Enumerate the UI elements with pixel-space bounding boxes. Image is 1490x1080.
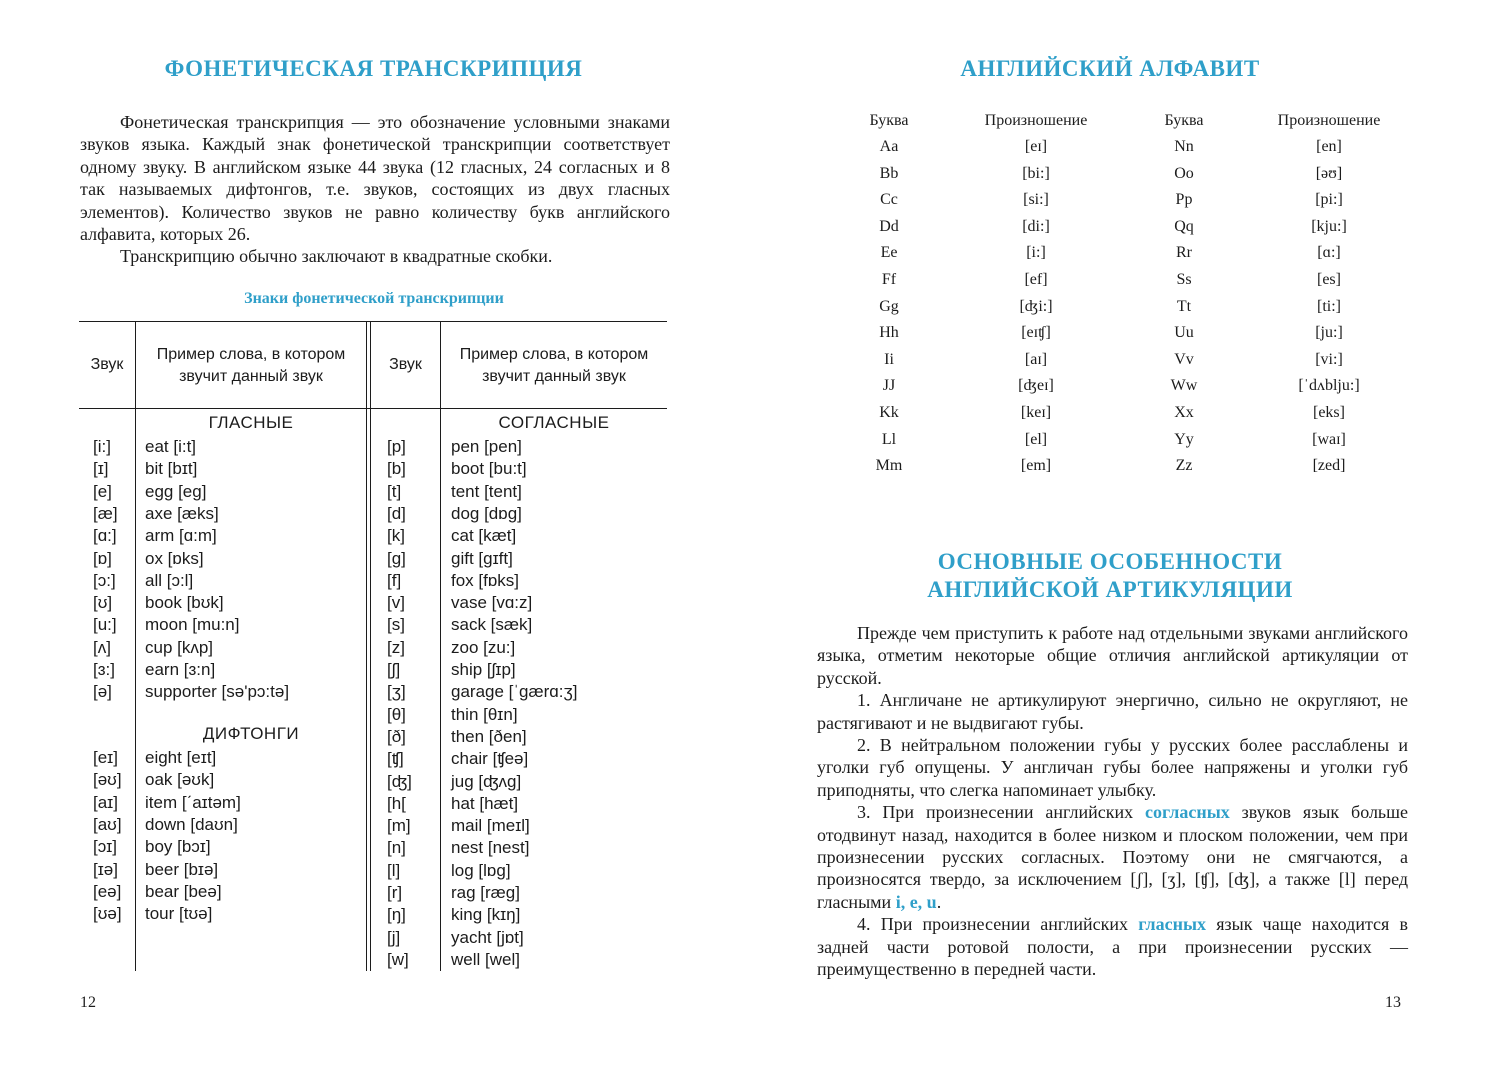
header-pronunciation: Произношение [984,112,1088,129]
example-cell: sack [sæk] [451,615,533,635]
alphabet-pronunciation: [əʊ] [1315,164,1343,182]
table-top-rule [79,321,667,322]
example-cell: gift [gɪft] [451,548,513,568]
alphabet-letter: Qq [1174,217,1194,235]
example-cell: ox [ɒks] [145,548,204,568]
example-cell: tent [tent] [451,481,522,501]
paragraph-2: Транскрипцию обычно заключают в квадратные скобки. [120,246,553,267]
example-cell: bit [bɪt] [145,459,198,479]
sound-cell: [b] [387,459,406,479]
sound-cell: [l] [387,860,401,880]
alphabet-letter: Ee [880,244,898,262]
sound-cell: [θ] [387,704,406,724]
sound-cell: [m] [387,816,411,836]
header-example [136,344,366,388]
sound-cell: [n] [387,838,406,858]
point-4 [817,913,1408,980]
alphabet-letter: Ff [881,271,897,288]
alphabet-pronunciation: [vi:] [1315,350,1343,368]
sound-cell: [g] [387,548,406,568]
alphabet-pronunciation: [aɪ] [1024,350,1048,368]
alphabet-letter: Bb [879,164,899,182]
example-cell: egg [eg] [145,481,207,501]
alphabet-letter: Kk [879,404,899,421]
example-cell: oak [əʊk] [145,770,215,790]
example-cell: garage [ˈgærɑ:ʒ] [451,682,578,702]
example-cell: supporter [sə'pɔ:tə] [145,682,290,702]
alphabet-letter: Ss [1176,271,1192,288]
alphabet-pronunciation: [keɪ] [1020,404,1052,421]
example-cell: all [ɔ:l] [145,570,194,590]
alphabet-pronunciation: [zed] [1312,457,1346,475]
sound-cell: [aɪ] [93,792,118,812]
header-example-line2: звучит данный звук [482,368,626,385]
alphabet-pronunciation: [ʤeɪ] [1018,377,1054,395]
example-cell: rag [ræg] [451,883,520,902]
example-cell: tour [tʊə] [145,904,213,924]
alphabet-letter: Nn [1174,138,1194,155]
consonants-label: СОГЛАСНЫЕ [498,413,610,432]
sound-cell: [i:] [93,437,111,456]
example-cell: cat [kæt] [451,526,517,546]
example-cell: arm [ɑ:m] [145,526,217,546]
alphabet-letter: JJ [882,377,896,395]
sound-cell: [ɪə] [93,859,118,879]
header-pronunciation-2: Произношение [1277,112,1381,129]
page-title: ФОНЕТИЧЕСКАЯ ТРАНСКРИПЦИЯ [164,56,583,81]
page-number: 12 [80,994,96,1011]
sound-cell: [t] [387,481,402,501]
example-cell: down [daʊn] [145,814,238,834]
sound-cell: [ʊə] [93,904,122,924]
header-letter-2: Буква [1164,112,1204,129]
sound-cell: [ʃ] [387,660,401,679]
alphabet-pronunciation: [en] [1316,138,1342,155]
sound-cell: [ʒ] [387,682,406,702]
sound-cell: [ŋ] [387,905,406,925]
example-cell: hat [hæt] [451,793,519,813]
header-sound: Звук [90,356,124,373]
alphabet-letter: Yy [1174,430,1194,448]
sound-cell: [ɔɪ] [93,837,117,857]
vowels-label: ГЛАСНЫЕ [208,413,294,432]
accent-vowels: гласных [1138,914,1206,935]
alphabet-pronunciation: [waɪ] [1312,430,1346,448]
sound-cell: [z] [387,637,405,657]
alphabet-pronunciation: [pi:] [1315,191,1343,209]
example-cell: moon [mu:n] [145,615,240,635]
header-example-line1: Пример слова, в котором [459,346,649,363]
example-cell: boot [bu:t] [451,459,527,479]
diphthongs-label: ДИФТОНГИ [202,724,300,743]
alphabet-pronunciation: [ɑ:] [1317,244,1341,262]
page-number: 13 [1385,994,1401,1011]
example-cell: axe [æks] [145,503,219,523]
alphabet-pronunciation: [ti:] [1317,297,1341,315]
sound-cell: [eɪ] [93,748,118,767]
example-cell: ship [ʃɪp] [451,660,516,679]
sound-cell: [d] [387,503,406,523]
alphabet-letter: Mm [875,457,903,475]
sound-cell: [aʊ] [93,814,122,834]
header-example-2 [441,344,667,388]
point-3-start: 3. При произнесении английских [857,802,1134,823]
point-2: 2. В нейтральном положении губы у русских более расслаблены и уголки губ опущены. У англичан губы более напряжены и уголки губ приподняты, что слегка напоминает улыбку. [817,735,1408,800]
sound-cell: [æ] [93,503,118,523]
double-divider [366,321,367,971]
sound-cell: [f] [387,570,402,590]
sound-cell: [w] [387,949,409,969]
sound-cell: [u:] [93,615,117,635]
alphabet-pronunciation: [ju:] [1315,324,1343,342]
alphabet-letter: Pp [1175,191,1193,209]
example-cell: eat [i:t] [145,437,197,456]
sound-cell: [ɜ:] [93,660,115,679]
accent-vowel-letters: i, e, u [895,891,937,912]
example-cell: eight [eɪt] [145,748,217,767]
header-example-line2: звучит данный звук [179,368,323,385]
sound-cell: [ə] [93,682,112,702]
point-3 [817,801,1408,913]
table-header-rule [79,408,667,409]
example-cell: fox [fɒks] [451,570,520,590]
section-title [785,548,1435,604]
example-cell: beer [bɪə] [145,859,219,879]
example-cell: chair [ʧeə] [451,749,529,769]
example-cell: king [kɪŋ] [451,905,521,925]
intro-paragraph: Прежде чем приступить к работе над отдельными звуками английского языка, отметим некоторые общие отличия английской артикуляции от русской. [817,623,1408,688]
phonetic-table [79,321,667,971]
accent-consonants: согласных [1145,802,1230,823]
alphabet-letter: Rr [1176,244,1192,262]
example-cell: bear [beə] [145,881,222,901]
example-cell: then [ðen] [451,726,527,746]
alphabet-pronunciation: [ʤi:] [1019,297,1053,315]
alphabet-letter: Vv [1174,350,1194,368]
alphabet-letter: Oo [1174,164,1194,182]
example-cell: dog [dɒg] [451,503,522,523]
alphabet-pronunciation: [di:] [1022,217,1050,235]
point-4-body: язык чаще находится в задней части ротовой полости, а при произнесении русских — преимущественно в передней части. [817,914,1409,980]
sound-cell: [ɑ:] [93,526,117,546]
example-cell: item [ˊaɪtəm] [145,792,241,812]
example-cell: log [lɒg] [451,860,511,880]
example-cell: vase [vɑ:z] [451,593,533,613]
table-title: Знаки фонетической транскрипции [244,290,504,307]
alphabet-letter: Tt [1176,297,1192,315]
alphabet-pronunciation: [el] [1024,430,1048,448]
example-cell: zoo [zu:] [451,637,516,657]
alphabet-pronunciation: [si:] [1023,191,1049,209]
sound-cell: [h[ [387,793,406,813]
sound-cell: [e] [93,481,112,501]
alphabet-pronunciation: [ˈdʌblju:] [1298,377,1360,395]
alphabet-pronunciation: [bi:] [1022,164,1050,182]
section-title-line2: АНГЛИЙСКОЙ АРТИКУЛЯЦИИ [927,577,1293,602]
alphabet-letter: Zz [1175,457,1193,475]
sound-cell: [ɒ] [93,548,112,568]
sound-cell: [əʊ] [93,770,122,790]
header-example-line1: Пример слова, в котором [156,346,346,363]
sound-cell: [ʤ] [387,771,412,791]
alphabet-pronunciation: [eɪ] [1024,138,1048,155]
sound-cell: [p] [387,437,406,456]
example-cell: cup [kʌp] [145,637,214,657]
example-cell: thin [θɪn] [451,704,518,724]
alphabet-letter: Ww [1170,377,1198,395]
sound-cell: [ð] [387,726,406,746]
point-1: 1. Англичане не артикулируют энергично, сильно не округляют, не растягивают и не выдвигают губы. [817,690,1408,733]
alphabet-letter: Gg [879,297,899,315]
alphabet-pronunciation: [eɪʧ] [1021,324,1051,342]
sound-cell: [ʊ] [93,593,113,613]
alphabet-pronunciation: [kju:] [1311,217,1347,235]
alphabet-letter: Aa [879,138,899,155]
alphabet-letter: Hh [879,324,899,342]
double-divider [370,321,371,971]
paragraph-1: Фонетическая транскрипция — это обозначение условными знаками звуков языка. Каждый знак фонетической транскрипции соответствует одному звуку. В английском языке 44 звука (12 гласных, 24 согласных и 8 так называемых дифтонгов, т.е. звуков, состоящих из двух гласных элементов). Количество звуков не равно количеству букв английского алфавита, которых 26. [80,112,670,245]
example-cell: mail [meɪl] [451,816,530,836]
column-divider [135,409,136,971]
example-cell: jug [ʤʌg] [451,771,522,791]
section-title-line1: ОСНОВНЫЕ ОСОБЕННОСТИ [937,549,1283,574]
alphabet-letter: Ii [884,350,894,368]
alphabet-letter: Cc [880,191,898,209]
alphabet-title: АНГЛИЙСКИЙ АЛФАВИТ [960,56,1260,81]
alphabet-letter: Dd [879,217,899,235]
sound-cell: [r] [387,883,403,902]
example-cell: well [wel] [451,949,520,969]
sound-cell: [ɔ:] [93,570,116,590]
sound-cell: [j] [387,927,401,947]
sound-cell: [eə] [93,881,122,901]
alphabet-pronunciation: [i:] [1026,244,1046,262]
sound-cell: [ʧ] [387,749,404,769]
alphabet-letter: Xx [1174,404,1194,421]
sound-cell: [ʌ] [93,637,111,657]
example-cell: nest [nest] [451,838,530,858]
example-cell: pen [pen] [451,437,522,456]
alphabet-letter: Ll [881,430,897,448]
sound-cell: [k] [387,526,405,546]
point-4-start: 4. При произнесении английских [857,914,1128,935]
point-3-body: звуков язык больше отодвинут назад, находится в более низком и плоском положении, чем при произнесении русских согласных. Поэтому они не смягчаются, а произносятся твердо, за исключением [ʃ], [ʒ], [ʧ], [ʤ], а также [l] перед гласными [817,802,1408,912]
alphabet-letter: Uu [1174,324,1194,342]
right-page [745,0,1490,1080]
alphabet-pronunciation: [eks] [1313,404,1345,421]
sound-cell: [v] [387,593,405,613]
alphabet-pronunciation: [em] [1020,457,1052,475]
point-3-end: . [936,891,942,912]
header-letter: Буква [869,112,909,129]
example-cell: yacht [jɒt] [451,927,524,947]
example-cell: book [bʊk] [145,593,224,613]
intro-text [80,111,670,268]
example-cell: earn [ɜ:n] [145,660,216,679]
header-sound-2: Звук [389,356,422,373]
alphabet-pronunciation: [es] [1317,271,1341,288]
alphabet-pronunciation: [ef] [1024,271,1048,288]
sound-cell: [s] [387,615,405,635]
sound-cell: [ɪ] [93,459,109,479]
articulation-text [817,622,1408,981]
example-cell: boy [bɔɪ] [145,837,211,857]
